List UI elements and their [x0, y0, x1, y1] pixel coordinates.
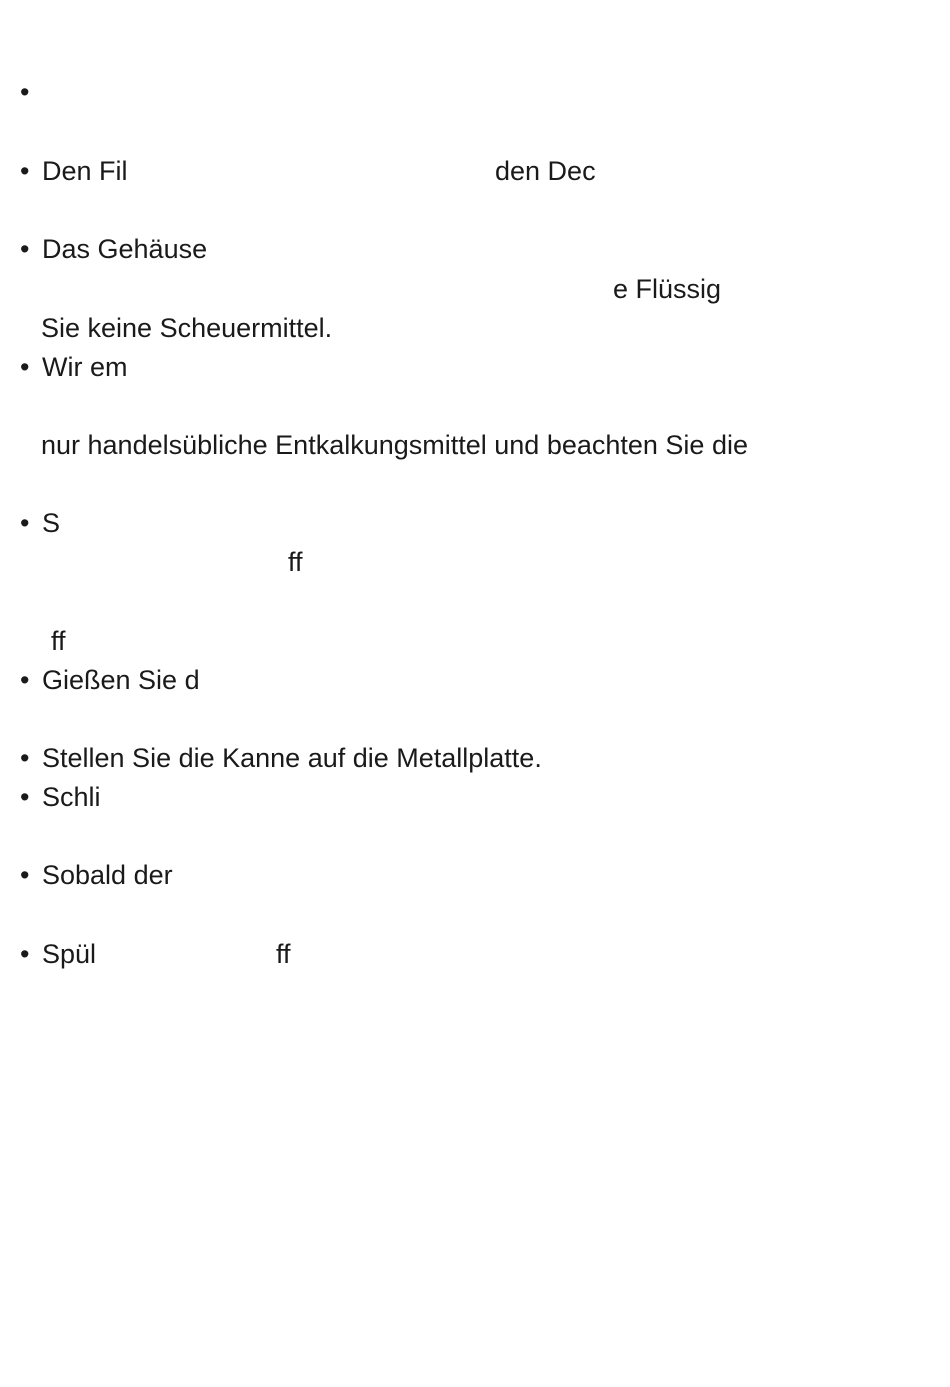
text-11: Stellen Sie die Kanne auf die Metallplatte. — [42, 743, 542, 773]
bullet-14: • — [20, 939, 30, 969]
bullet-13: • — [20, 860, 30, 890]
text-12: Schli — [42, 782, 101, 812]
bullet-1: • — [20, 156, 30, 186]
text-7: S — [42, 508, 61, 538]
bullet-5: • — [20, 352, 30, 382]
text-1b: den Dec — [495, 156, 596, 186]
bullet-11: • — [20, 743, 30, 773]
text-3: e Flüssig — [613, 274, 722, 304]
text-2: Das Gehäuse — [42, 234, 208, 264]
text-5: Wir em — [42, 352, 128, 382]
text-4: Sie keine Scheuermittel. — [41, 313, 333, 343]
text-13: Sobald der — [42, 860, 173, 890]
text-9: ff — [51, 626, 66, 656]
bullet-12: • — [20, 782, 30, 812]
bullet-0: • — [20, 77, 30, 107]
bullet-7: • — [20, 508, 30, 538]
text-14a: Spül — [42, 939, 97, 969]
bullet-2: • — [20, 234, 30, 264]
text-8: ff — [288, 547, 303, 577]
text-6: nur handelsübliche Entkalkungsmittel und beachten Sie die — [41, 430, 748, 460]
text-14b: ff — [276, 939, 291, 969]
text-1a: Den Fil — [42, 156, 128, 186]
bullet-10: • — [20, 665, 30, 695]
text-10: Gießen Sie d — [42, 665, 200, 695]
